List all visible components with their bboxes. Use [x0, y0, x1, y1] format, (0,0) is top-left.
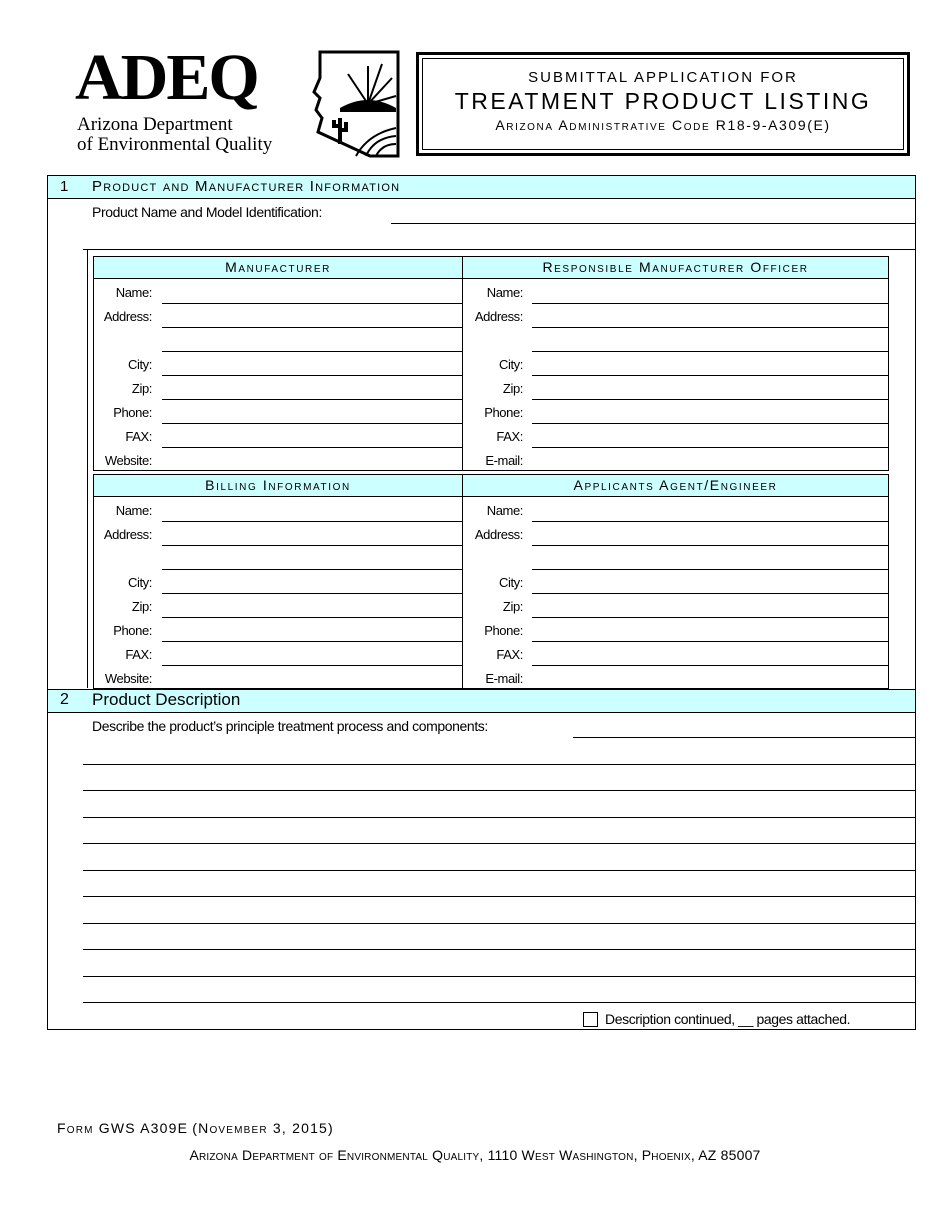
manufacturer-name-field[interactable] [162, 303, 462, 304]
description-continued-label: Description continued, __ pages attached. [605, 1011, 851, 1027]
description-prompt: Describe the product’s principle treatment process and components: [92, 718, 488, 734]
manufacturer-title: Manufacturer [94, 257, 462, 279]
agent-title: Applicants Agent/Engineer [463, 475, 888, 497]
description-line-0[interactable] [573, 737, 915, 738]
billing-fax-label: FAX: [125, 647, 152, 662]
officer-title: Responsible Manufacturer Officer [463, 257, 888, 279]
agent-city-label: City: [498, 575, 523, 590]
officer-name-field[interactable] [532, 303, 888, 304]
description-line-1[interactable] [83, 764, 915, 765]
officer-zip-label: Zip: [502, 381, 523, 396]
officer-address-label: Address: [474, 309, 523, 324]
section-2-header [48, 689, 915, 713]
form-title-box [416, 52, 910, 156]
officer-panel [462, 256, 889, 471]
billing-zip-field[interactable] [162, 617, 462, 618]
arizona-state-icon [310, 48, 402, 158]
officer-email-label: E-mail: [485, 453, 523, 468]
manufacturer-fax-label: FAX: [125, 429, 152, 444]
manufacturer-name-label: Name: [115, 285, 152, 300]
officer-phone-label: Phone: [484, 405, 523, 420]
description-line-7[interactable] [83, 923, 915, 924]
title-line-1: SUBMITTAL APPLICATION FOR [528, 69, 798, 86]
form-frame [47, 175, 916, 1030]
billing-zip-label: Zip: [131, 599, 152, 614]
billing-name-label: Name: [115, 503, 152, 518]
officer-fax-field[interactable] [532, 447, 888, 448]
description-continued-checkbox[interactable] [583, 1012, 598, 1027]
officer-address-field-2[interactable] [532, 351, 888, 352]
manufacturer-address-field-2[interactable] [162, 351, 462, 352]
section-1-number: 1 [60, 178, 69, 195]
manufacturer-zip-field[interactable] [162, 399, 462, 400]
officer-phone-field[interactable] [532, 423, 888, 424]
manufacturer-website-label: Website: [104, 453, 152, 468]
form-id: Form GWS A309E [57, 1120, 189, 1136]
description-line-2[interactable] [83, 790, 915, 791]
agent-zip-label: Zip: [502, 599, 523, 614]
manufacturer-phone-field[interactable] [162, 423, 462, 424]
manufacturer-fax-field[interactable] [162, 447, 462, 448]
agent-name-label: Name: [486, 503, 523, 518]
agent-phone-label: Phone: [484, 623, 523, 638]
section-1-title: Product and Manufacturer Information [92, 178, 401, 195]
billing-fax-field[interactable] [162, 665, 462, 666]
billing-city-field[interactable] [162, 593, 462, 594]
billing-address-label: Address: [103, 527, 152, 542]
form-date: (November 3, 2015) [192, 1120, 334, 1136]
section-2-number: 2 [60, 691, 69, 708]
billing-name-field[interactable] [162, 521, 462, 522]
description-line-9[interactable] [83, 976, 915, 977]
agent-address-field-1[interactable] [532, 545, 888, 546]
logo-acronym: ADEQ [75, 41, 258, 114]
billing-address-field-1[interactable] [162, 545, 462, 546]
billing-city-label: City: [127, 575, 152, 590]
agent-city-field[interactable] [532, 593, 888, 594]
officer-city-field[interactable] [532, 375, 888, 376]
logo-line-2: of Environmental Quality [77, 134, 273, 155]
agent-zip-field[interactable] [532, 617, 888, 618]
agent-name-field[interactable] [532, 521, 888, 522]
manufacturer-city-label: City: [127, 357, 152, 372]
description-line-10[interactable] [83, 1002, 915, 1003]
agent-fax-field[interactable] [532, 665, 888, 666]
billing-website-label: Website: [104, 671, 152, 686]
officer-zip-field[interactable] [532, 399, 888, 400]
logo-line-1: Arizona Department [77, 114, 233, 135]
agent-address-field-2[interactable] [532, 569, 888, 570]
adeq-logo [75, 41, 405, 160]
billing-title: Billing Information [94, 475, 462, 497]
manufacturer-panel [93, 256, 463, 471]
title-line-2: TREATMENT PRODUCT LISTING [454, 88, 872, 114]
panels-left-rule [87, 249, 88, 688]
manufacturer-address-field-1[interactable] [162, 327, 462, 328]
section-2-title: Product Description [92, 690, 241, 709]
section-1-header [48, 176, 915, 199]
manufacturer-zip-label: Zip: [131, 381, 152, 396]
description-line-8[interactable] [83, 949, 915, 950]
officer-fax-label: FAX: [496, 429, 523, 444]
form-id-line [57, 1120, 334, 1136]
footer-address: Arizona Department of Environmental Quality, 1110 West Washington, Phoenix, AZ 85007 [189, 1147, 761, 1163]
billing-address-field-2[interactable] [162, 569, 462, 570]
description-line-5[interactable] [83, 870, 915, 871]
description-line-4[interactable] [83, 843, 915, 844]
agent-address-label: Address: [474, 527, 523, 542]
product-name-label: Product Name and Model Identification: [92, 204, 322, 220]
officer-address-field-1[interactable] [532, 327, 888, 328]
description-line-6[interactable] [83, 896, 915, 897]
description-line-3[interactable] [83, 817, 915, 818]
manufacturer-phone-label: Phone: [113, 405, 152, 420]
product-name-line-1[interactable] [391, 223, 915, 224]
agent-phone-field[interactable] [532, 641, 888, 642]
billing-phone-field[interactable] [162, 641, 462, 642]
manufacturer-address-label: Address: [103, 309, 152, 324]
product-name-line-2[interactable] [83, 249, 915, 250]
officer-city-label: City: [498, 357, 523, 372]
manufacturer-city-field[interactable] [162, 375, 462, 376]
billing-panel [93, 474, 463, 689]
agent-email-label: E-mail: [485, 671, 523, 686]
billing-phone-label: Phone: [113, 623, 152, 638]
agent-panel [462, 474, 889, 689]
officer-name-label: Name: [486, 285, 523, 300]
title-line-3: Arizona Administrative Code R18-9-A309(E) [495, 117, 831, 133]
agent-fax-label: FAX: [496, 647, 523, 662]
